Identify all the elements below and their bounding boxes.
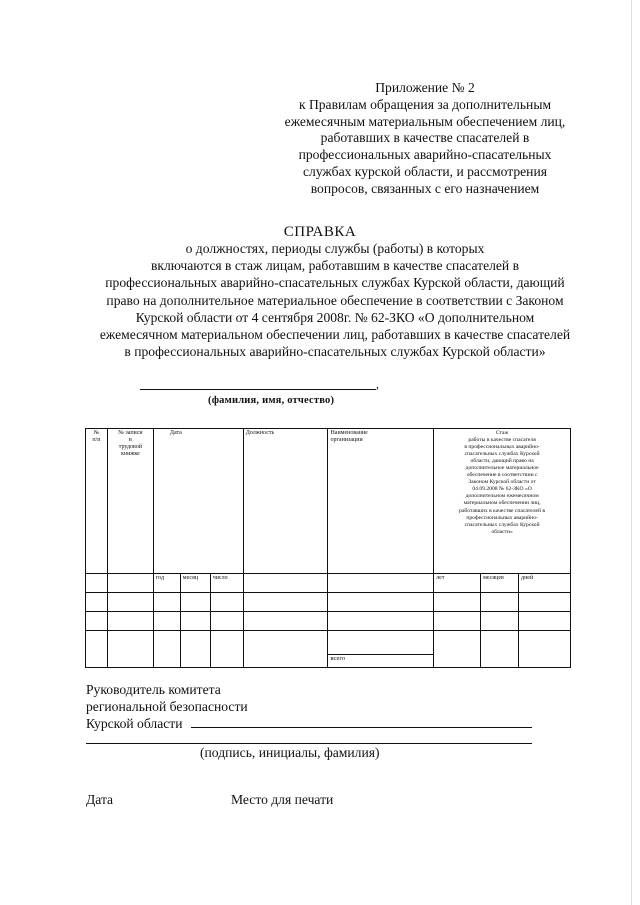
intro-line: право на дополнительное материальное обеспечение в соответствии с Законом: [106, 292, 564, 308]
stazh-line: в профессиональных аварийно-: [464, 444, 540, 451]
appendix-line: к Правилам обращения за дополнительным: [298, 96, 552, 112]
col-header-stazh: [434, 429, 571, 574]
table-cell[interactable]: [210, 593, 243, 612]
signature-line: Руководитель комитета: [86, 682, 221, 697]
table-cell[interactable]: [434, 612, 481, 631]
table-cell[interactable]: [519, 631, 571, 668]
stazh-line: Стаж: [495, 430, 509, 436]
appendix-header: [255, 80, 595, 198]
sub-header-year: год: [153, 574, 180, 593]
table-cell[interactable]: [86, 612, 108, 631]
fio-comma: ,: [376, 377, 379, 391]
document-intro: [70, 240, 600, 360]
col-header-number: № п/п: [86, 429, 108, 574]
intro-line: включаются в стаж лицам, работавшим в качестве спасателей в: [150, 258, 520, 274]
table-row-total: [86, 631, 571, 668]
intro-line: ежемесячном материальном обеспечении лиц, работавших в качестве спасателей: [99, 327, 571, 343]
intro-line: профессиональных аварийно-спасательных службах Курской области, дающий: [105, 275, 565, 291]
table-cell[interactable]: [481, 631, 519, 668]
signature-line: Курской области: [86, 716, 183, 732]
table-cell[interactable]: [86, 593, 108, 612]
stazh-line: области»: [491, 528, 513, 535]
table-cell[interactable]: [180, 593, 210, 612]
fio-input-line[interactable]: [140, 389, 376, 390]
stazh-line: спасательных службах Курской: [464, 521, 540, 528]
stazh-line: работы в качестве спасателя: [468, 437, 536, 444]
appendix-line: службах курской области, и рассмотрения: [303, 163, 547, 179]
total-cell: [328, 631, 434, 668]
stamp-label: Место для печати: [231, 792, 334, 807]
sub-header-years: лет: [434, 574, 481, 593]
table-cell[interactable]: [210, 631, 243, 668]
service-table: [85, 428, 571, 668]
total-label: всего: [328, 654, 433, 662]
table-cell[interactable]: [328, 593, 434, 612]
table-cell[interactable]: [107, 574, 153, 593]
table-cell[interactable]: [481, 593, 519, 612]
table-cell[interactable]: [210, 612, 243, 631]
signature-line: региональной безопасности: [86, 699, 248, 715]
sub-header-day: число: [210, 574, 243, 593]
table-row: [86, 612, 571, 631]
intro-line: Курской области от 4 сентября 2008г. № 62-ЗКО «О дополнительном: [135, 309, 535, 325]
appendix-line: Приложение № 2: [375, 80, 475, 95]
table-cell[interactable]: [328, 574, 434, 593]
appendix-line: вопросов, связанных с его назначением: [310, 180, 540, 196]
stazh-line: материальном обеспечении лиц,: [463, 500, 541, 507]
signature-label: (подпись, инициалы, фамилия): [200, 745, 380, 760]
fio-label: (фамилия, имя, отчество): [208, 395, 335, 406]
stazh-line: профессиональных аварийно-: [466, 514, 538, 521]
table-cell[interactable]: [180, 631, 210, 668]
table-cell[interactable]: [86, 631, 108, 668]
date-label: Дата: [86, 792, 114, 807]
table-cell[interactable]: [243, 631, 328, 668]
stazh-line: области, дающий право на: [470, 458, 534, 465]
page-edge: [631, 0, 632, 905]
table-cell[interactable]: [243, 593, 328, 612]
sub-header-month: месяц: [180, 574, 210, 593]
appendix-line: профессиональных аварийно-спасательных: [298, 147, 552, 163]
col-header-date-label: Дата: [169, 430, 182, 436]
stazh-line: обеспечение в соответствии с: [466, 472, 538, 479]
sub-header-months: месяцев: [481, 574, 519, 593]
document-title: СПРАВКА: [283, 224, 357, 240]
table-cell[interactable]: [519, 593, 571, 612]
table-cell[interactable]: [153, 631, 180, 668]
table-cell[interactable]: [481, 612, 519, 631]
table-cell[interactable]: [153, 593, 180, 612]
stazh-line: Законом Курской области от: [468, 479, 536, 486]
appendix-line: ежемесячным материальным обеспечением лиц,: [284, 113, 566, 129]
col-header-position: Должность: [243, 429, 328, 574]
table-cell[interactable]: [180, 612, 210, 631]
table-cell[interactable]: [107, 631, 153, 668]
stazh-line: спасательных службах Курской: [464, 451, 540, 458]
stazh-line: дополнительном ежемесячном: [465, 493, 539, 500]
col-header-organization: Наименование организации: [328, 429, 434, 574]
table-cell[interactable]: [243, 612, 328, 631]
appendix-line: работавших в качестве спасателей в: [320, 130, 530, 146]
table-cell[interactable]: [107, 593, 153, 612]
signature-input-line-2[interactable]: [86, 743, 532, 744]
stazh-line: дополнительное материальное: [465, 465, 539, 472]
signature-block: [86, 681, 248, 733]
table-cell[interactable]: [243, 574, 328, 593]
signature-input-line[interactable]: [191, 727, 532, 728]
table-cell[interactable]: [434, 593, 481, 612]
sub-header-days: дней: [519, 574, 571, 593]
table-cell[interactable]: [519, 612, 571, 631]
table-cell[interactable]: [153, 612, 180, 631]
col-header-date: [153, 429, 243, 574]
table-cell[interactable]: [107, 612, 153, 631]
stazh-line: 04.09.2008 № 62-ЗКО «О: [472, 486, 532, 493]
intro-line: о должностях, периоды службы (работы) в которых: [185, 241, 485, 256]
stazh-line: работавших в качестве спасателей в: [459, 507, 546, 514]
table-cell[interactable]: [86, 574, 108, 593]
table-cell[interactable]: [328, 612, 434, 631]
col-header-record: № записи в трудовой книжке: [107, 429, 153, 574]
table-row: [86, 593, 571, 612]
table-cell[interactable]: [434, 631, 481, 668]
intro-line: в профессиональных аварийно-спасательных службах Курской области»: [124, 344, 546, 360]
